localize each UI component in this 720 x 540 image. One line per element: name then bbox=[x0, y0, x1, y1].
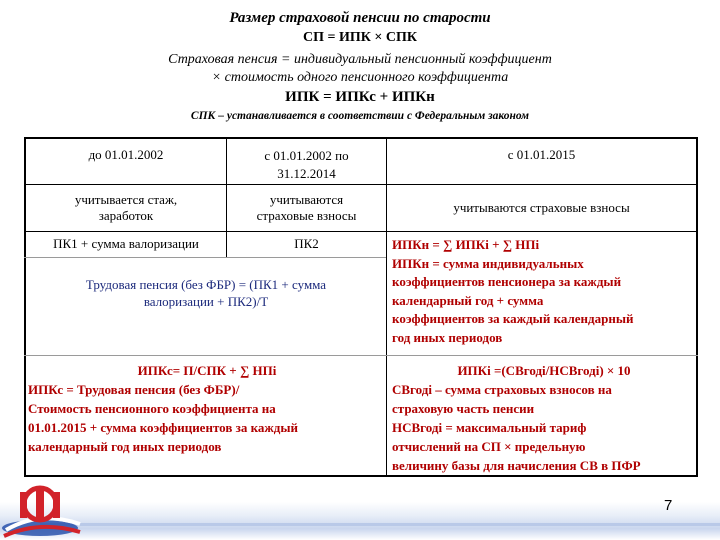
table-top-border bbox=[24, 137, 698, 139]
ipki-desc-line5: величину базы для начисления СВ в ПФР bbox=[392, 458, 641, 473]
ipkc-desc-line3: 01.01.2015 + сумма коэффициентов за каждый bbox=[28, 420, 299, 435]
trudovaya-line2: валоризации + ПК2)/Т bbox=[143, 294, 269, 309]
cell-vznosy-2002-line2: страховые взносы bbox=[256, 208, 357, 223]
cell-vznosy-2015-text: учитываются страховые взносы bbox=[453, 200, 630, 215]
cell-stazh-line2: заработок bbox=[98, 208, 154, 223]
ipki-desc-line4: отчислений на СП × предельную bbox=[392, 439, 586, 454]
header-before-2002-text: до 01.01.2002 bbox=[88, 147, 164, 162]
slide-title: Размер страховой пенсии по старости bbox=[229, 10, 491, 26]
formula-description bbox=[0, 51, 720, 87]
footer-stripe bbox=[40, 523, 720, 526]
cell-stazh-line1: учитывается стаж, bbox=[74, 192, 178, 207]
cell-trudovaya-pensiya bbox=[26, 276, 386, 310]
cell-vznosy-2002-line1: учитываются bbox=[269, 192, 344, 207]
ipkc-desc-line1: ИПКс = Трудовая пенсия (без ФБР)/ bbox=[28, 382, 240, 397]
header-2002-2014-line1: с 01.01.2002 по bbox=[264, 148, 349, 163]
page-number: 7 bbox=[664, 497, 673, 514]
table-right-border bbox=[696, 137, 698, 477]
formula-description-line1: Страховая пенсия = индивидуальный пенсионный коэффициент bbox=[168, 52, 552, 67]
formula-description-line2: × стоимость одного пенсионного коэффициента bbox=[211, 70, 509, 85]
ipki-formula: ИПКi =(СВгодi/НСВгодi) × 10 bbox=[457, 363, 631, 378]
ipkn-desc-line2: коэффициентов пенсионера за каждый bbox=[392, 274, 622, 289]
ipki-desc-line2: страховую часть пенсии bbox=[392, 401, 535, 416]
cell-vznosy-2015 bbox=[387, 200, 696, 216]
trudovaya-line1: Трудовая пенсия (без ФБР) = (ПК1 + сумма bbox=[85, 277, 327, 292]
ipki-desc-line1: СВгодi – сумма страховых взносов на bbox=[392, 382, 612, 397]
logo-red-right bbox=[53, 492, 60, 518]
cell-pk1 bbox=[26, 236, 226, 252]
ipkc-formula: ИПКс= П/СПК + ∑ НПi bbox=[137, 363, 277, 378]
cell-pk2 bbox=[227, 236, 386, 252]
row-divider-3-left bbox=[24, 257, 386, 258]
header-cell-2002-2014 bbox=[227, 147, 386, 183]
ipkn-desc-line1: ИПКн = сумма индивидуальных bbox=[392, 255, 584, 271]
cell-stazh bbox=[26, 192, 226, 224]
cell-ipki bbox=[392, 361, 696, 475]
header-from-2015-text: с 01.01.2015 bbox=[507, 147, 576, 162]
formula-ipk: ИПК = ИПКс + ИПКн bbox=[285, 89, 435, 105]
logo-red-bar bbox=[36, 486, 44, 522]
cell-pk1-text: ПК1 + сумма валоризации bbox=[53, 236, 199, 251]
pfr-logo-icon bbox=[0, 480, 82, 540]
ipkn-formula: ИПКн = ∑ ИПКi + ∑ НПi bbox=[392, 237, 540, 252]
header-2002-2014-line2: 31.12.2014 bbox=[277, 166, 336, 181]
row-divider-4-left bbox=[24, 355, 386, 356]
cell-ipkc bbox=[28, 361, 386, 456]
cell-vznosy-2002 bbox=[227, 192, 386, 224]
formula-sp: СП = ИПК × СПК bbox=[302, 30, 418, 45]
ipkn-desc-line3: календарный год + сумма bbox=[392, 292, 544, 308]
cell-ipkn bbox=[392, 236, 696, 347]
row-divider-1 bbox=[24, 184, 698, 185]
col-divider-2 bbox=[386, 137, 387, 477]
logo-red-left bbox=[20, 492, 27, 518]
ipkn-desc-line4: коэффициентов за каждый календарный bbox=[392, 311, 634, 326]
ipki-desc-line3: НСВгодi = максимальный тариф bbox=[392, 420, 587, 435]
footer-band bbox=[0, 502, 720, 540]
ipkc-desc-line4: календарный год иных периодов bbox=[28, 439, 222, 454]
ipkn-desc-line5: год иных периодов bbox=[392, 329, 503, 345]
table-bottom-border bbox=[24, 475, 698, 477]
row-divider-4-right bbox=[386, 355, 698, 356]
header-cell-before-2002 bbox=[26, 147, 226, 163]
row-divider-2 bbox=[24, 231, 698, 232]
cell-pk2-text: ПК2 bbox=[294, 236, 319, 251]
ipkc-desc-line2: Стоимость пенсионного коэффициента на bbox=[28, 401, 276, 416]
header-cell-from-2015 bbox=[387, 147, 696, 163]
spk-note: СПК – устанавливается в соответствии с Федеральным законом bbox=[190, 110, 530, 122]
